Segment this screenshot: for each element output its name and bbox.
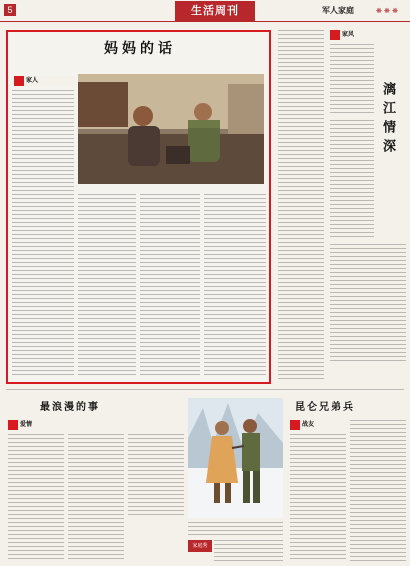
bottom-right-title: 昆仑兄弟兵 xyxy=(295,402,355,413)
bottom-left-title: 最浪漫的事 xyxy=(40,402,100,413)
right-text-top xyxy=(330,44,374,116)
section-label-love xyxy=(8,420,58,430)
article-photo xyxy=(78,74,264,184)
bottom-left-text-col-2 xyxy=(68,434,124,562)
couple-illustration xyxy=(188,398,283,518)
bottom-right-text-col-2 xyxy=(350,420,406,562)
right-text-middle xyxy=(330,120,374,240)
family-show-tag xyxy=(188,540,212,552)
section-label-custom xyxy=(330,30,380,40)
section-label-text: 战友 xyxy=(302,421,315,428)
right-text-bottom xyxy=(330,244,406,364)
section-divider xyxy=(6,389,404,390)
vertical-title: 漓江情深 xyxy=(380,82,395,158)
section-label-family xyxy=(14,76,74,86)
family-show-text xyxy=(214,540,283,562)
bottom-left-text-col-1 xyxy=(8,434,64,562)
bottom-left-text-col-3 xyxy=(128,434,184,516)
column-logo: ❋ ❋ ❋ xyxy=(375,7,399,15)
page-title: 生活周刊 xyxy=(175,1,255,21)
article-headline: 妈妈的话 xyxy=(104,41,176,57)
middle-text-column xyxy=(278,30,324,382)
article-text-column-2 xyxy=(78,194,136,378)
article-text-column-1 xyxy=(12,90,74,378)
edition-right: 军人家庭 xyxy=(322,5,354,15)
couple-photo xyxy=(188,398,283,518)
photo-tag-text: 家庭秀 xyxy=(192,543,208,549)
page-number: 5 xyxy=(4,4,16,16)
section-label-text: 家风 xyxy=(342,31,355,38)
article-text-column-4 xyxy=(204,194,266,378)
article-text-column-3 xyxy=(140,194,200,378)
section-label-comrade xyxy=(290,420,340,430)
section-label-text: 爱情 xyxy=(20,421,33,428)
photo-illustration xyxy=(78,74,264,184)
photo-caption-block xyxy=(188,522,283,536)
section-label-text: 家人 xyxy=(26,77,39,84)
bottom-right-text-col-1 xyxy=(290,434,346,562)
